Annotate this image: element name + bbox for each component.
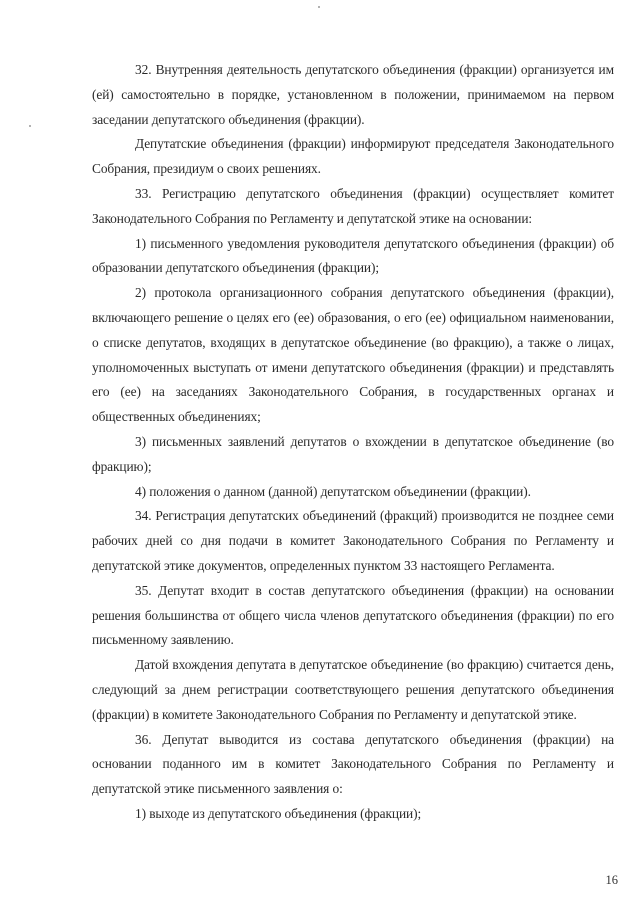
scan-speck <box>318 6 320 8</box>
document-body <box>92 58 614 827</box>
list-item-1: 1) письменного уведомления руководителя депутатского объединения (фракции) об образовании депутатского объединения (фракции); <box>92 235 614 276</box>
paragraph-32: 32. Внутренняя деятельность депутатского объединения (фракции) организуется им (ей) самостоятельно в порядке, установленном в положении, принимаемом на первом заседании депутатского объединения (фракции). <box>92 62 614 127</box>
paragraph-informing: Депутатские объединения (фракции) информируют председателя Законодательного Собрания, президиум о своих решениях. <box>92 136 614 177</box>
scan-speck <box>29 125 31 127</box>
list-item-exit: 1) выходе из депутатского объединения (фракции); <box>135 805 422 821</box>
list-item-2: 2) протокола организационного собрания депутатского объединения (фракции), включающего решение о целях его (ее) образования, о его (ее) официальном наименовании, о списке депутатов, входящих в депутатское объединение (во фракцию), а также о лицах, уполномоченных выступать от имени депутатского объединения (фракции) и представлять его (ее) на заседаниях Законодательного Собрания, в государственных органах и общественных объединениях; <box>92 285 614 425</box>
paragraph-35: 35. Депутат входит в состав депутатского объединения (фракции) на основании решения большинства от общего числа членов депутатского объединения (фракции) по его письменному заявлению. <box>92 582 614 648</box>
list-item-3: 3) письменных заявлений депутатов о вхождении в депутатское объединение (во фракцию); <box>92 433 614 474</box>
paragraph-entry-date: Датой вхождения депутата в депутатское объединение (во фракцию) считается день, следующий за днем регистрации соответствующего решения депутатского объединения (фракции) в комитете Законодательного Собрания по Регламенту и депутатской этике. <box>92 657 614 722</box>
page-number: 16 <box>605 873 618 887</box>
paragraph-34: 34. Регистрация депутатских объединений (фракций) производится не позднее семи рабочих дней со дня подачи в комитет Законодательного Собрания по Регламенту и депутатской этике документов, определенных пунктом 33 настоящего Регламента. <box>92 508 614 573</box>
list-item-4: 4) положения о данном (данной) депутатском объединении (фракции). <box>135 483 531 499</box>
paragraph-36: 36. Депутат выводится из состава депутатского объединения (фракции) на основании поданного им в комитет Законодательного Собрания по Регламенту и депутатской этике письменного заявления о: <box>92 731 614 797</box>
paragraph-33: 33. Регистрацию депутатского объединения (фракции) осуществляет комитет Законодательного Собрания по Регламенту и депутатской этике на основании: <box>92 185 614 226</box>
